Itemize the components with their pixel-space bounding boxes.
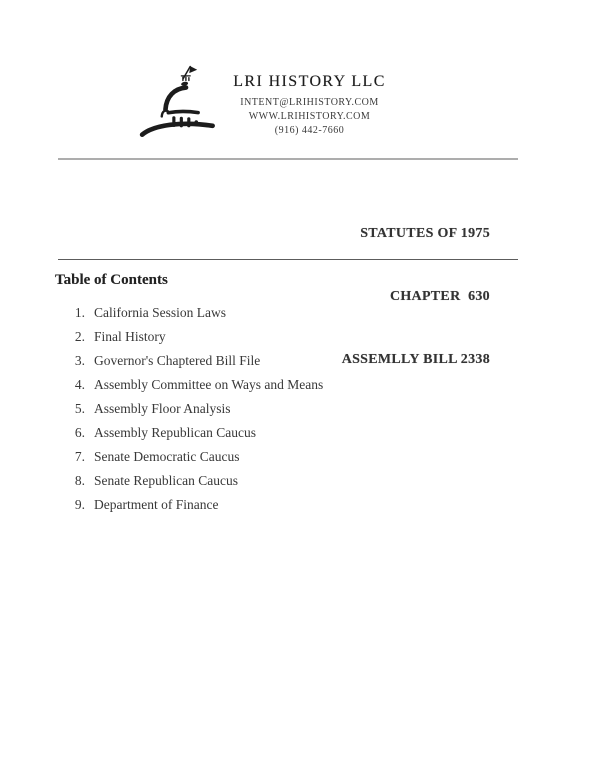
toc-item-label: Final History xyxy=(94,329,166,344)
toc-item-label: Senate Republican Caucus xyxy=(94,473,238,488)
toc-item-number: 4. xyxy=(74,377,85,392)
toc-item-label: Governor's Chaptered Bill File xyxy=(94,353,261,368)
toc-item-number: 2. xyxy=(74,329,85,344)
toc-item-label: California Session Laws xyxy=(94,305,226,320)
toc-item-number: 6. xyxy=(74,425,85,440)
chapter-line: CHAPTER 630 xyxy=(389,289,490,304)
toc-list xyxy=(68,301,323,517)
toc-item-label: Senate Democratic Caucus xyxy=(94,449,240,464)
toc-item-label: Assembly Republican Caucus xyxy=(94,425,256,440)
toc-item-number: 1. xyxy=(74,305,85,320)
toc-item xyxy=(68,349,323,373)
toc-item-label: Assembly Floor Analysis xyxy=(94,401,231,416)
toc-item xyxy=(68,325,323,349)
toc-item xyxy=(68,373,323,397)
toc-item xyxy=(68,445,323,469)
divider-bottom xyxy=(58,259,518,260)
statutes-line: STATUTES OF 1975 xyxy=(360,226,490,241)
toc-item xyxy=(68,493,323,517)
toc-title: Table of Contents xyxy=(55,272,168,288)
toc-item-label: Assembly Committee on Ways and Means xyxy=(94,377,324,392)
email-text: INTENT@LRIHISTORY.COM xyxy=(240,97,379,108)
toc-item-number: 5. xyxy=(74,401,85,416)
toc-item xyxy=(68,421,323,445)
bill-reference xyxy=(342,181,490,412)
bill-line: ASSEMLLY BILL 2338 xyxy=(341,352,490,367)
letterhead xyxy=(212,73,407,138)
toc-item-label: Department of Finance xyxy=(94,497,219,512)
toc-item-number: 9. xyxy=(74,497,85,512)
company-name: LRI HISTORY LLC xyxy=(233,73,386,90)
toc-item xyxy=(68,301,323,325)
toc-item-number: 7. xyxy=(74,449,85,464)
toc-item-number: 3. xyxy=(74,353,85,368)
divider-top xyxy=(58,158,518,160)
website-text: WWW.LRIHISTORY.COM xyxy=(248,111,371,122)
capitol-dome-logo-icon xyxy=(137,62,221,142)
toc-item-number: 8. xyxy=(74,473,85,488)
toc-item xyxy=(68,397,323,421)
phone-text: (916) 442-7660 xyxy=(274,125,345,136)
toc-item xyxy=(68,469,323,493)
